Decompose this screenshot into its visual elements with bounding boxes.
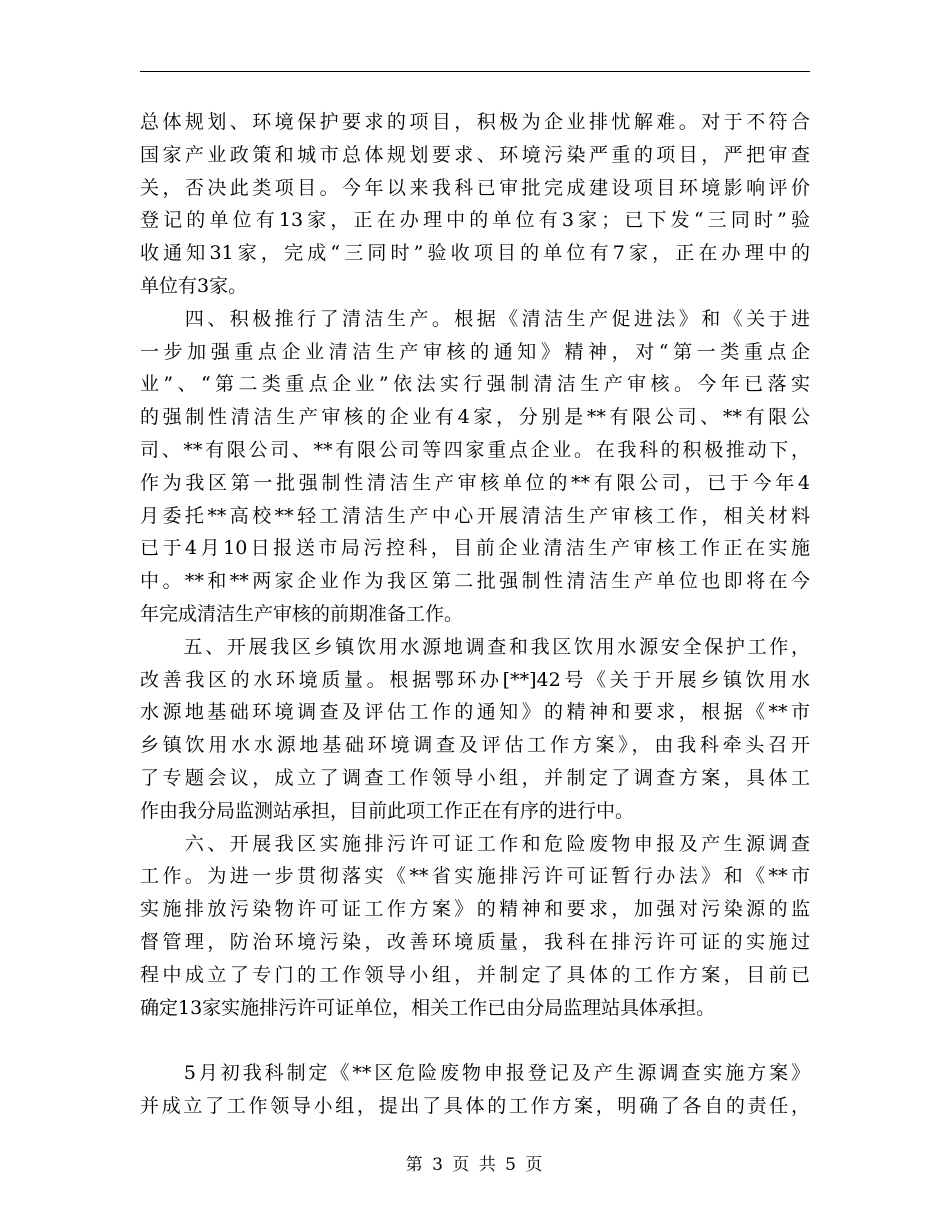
text-line: 中。**和**两家企业作为我区第二批强制性清洁生产单位也即将在今 [140, 570, 810, 593]
text-line: 总体规划、环境保护要求的项目，积极为企业排忧解难。对于不符合 [140, 111, 810, 133]
text-line: 登记的单位有13家，正在办理中的单位有3家；已下发“三同时”验 [140, 209, 810, 232]
text-line: 作为我区第一批强制性清洁生产审核单位的**有限公司，已于今年4 [140, 471, 810, 494]
text-line: 确定13家实施排污许可证单位，相关工作已由分局监理站具体承担。 [140, 996, 716, 1019]
text-line: 工作。为进一步贯彻落实《**省实施排污许可证暂行办法》和《**市 [140, 865, 810, 888]
text-line: 四、积极推行了清洁生产。根据《清洁生产促进法》和《关于进 [140, 307, 810, 330]
text-line: 单位有3家。 [140, 274, 248, 297]
paragraph-section-4 [140, 303, 810, 631]
text-line: 国家产业政策和城市总体规划要求、环境污染严重的项目，严把审查 [140, 143, 810, 166]
text-line: 六、开展我区实施排污许可证工作和危险废物申报及产生源调查 [140, 832, 810, 855]
text-line: 乡镇饮用水水源地基础环境调查及评估工作方案》，由我科牵头召开 [140, 734, 810, 757]
paragraph-section-6 [140, 828, 810, 1025]
paragraph-1 [140, 106, 810, 303]
text-line: 改善我区的水环境质量。根据鄂环办[**]42号《关于开展乡镇饮用水 [140, 668, 810, 691]
text-line: 司、**有限公司、**有限公司等四家重点企业。在我科的积极推动下， [140, 438, 810, 461]
text-line: 年完成清洁生产审核的前期准备工作。 [140, 602, 464, 625]
text-line: 月委托**高校**轻工清洁生产中心开展清洁生产审核工作，相关材料 [140, 504, 810, 527]
document-body [140, 106, 810, 1123]
page-number-footer: 第 3 页 共 5 页 [405, 1155, 545, 1175]
text-line: 程中成立了专门的工作领导小组，并制定了具体的工作方案，目前已 [140, 963, 810, 986]
text-line: 关，否决此类项目。今年以来我科已审批完成建设项目环境影响评价 [140, 176, 810, 199]
paragraph-hazardous-waste [140, 1057, 810, 1123]
text-line: 作由我分局监测站承担，目前此项工作正在有序的进行中。 [140, 799, 635, 822]
text-line: 已于4月10日报送市局污控科，目前企业清洁生产审核工作正在实施 [140, 537, 810, 560]
text-line: 业”、“第二类重点企业”依法实行强制清洁生产审核。今年已落实 [140, 373, 810, 396]
text-line: 督管理，防治环境污染，改善环境质量，我科在排污许可证的实施过 [140, 930, 810, 953]
paragraph-gap [140, 1024, 810, 1057]
text-line: 收通知31家，完成“三同时”验收项目的单位有7家，正在办理中的 [140, 242, 810, 265]
text-line: 水源地基础环境调查及评估工作的通知》的精神和要求，根据《**市 [140, 701, 810, 724]
text-line: 并成立了工作领导小组，提出了具体的工作方案，明确了各自的责任， [140, 1095, 810, 1118]
text-line: 5月初我科制定《**区危险废物申报登记及产生源调查实施方案》 [140, 1062, 810, 1085]
text-line: 实施排放污染物许可证工作方案》的精神和要求，加强对污染源的监 [140, 898, 810, 921]
header-rule [140, 71, 810, 72]
paragraph-section-5 [140, 631, 810, 828]
text-line: 五、开展我区乡镇饮用水源地调查和我区饮用水源安全保护工作， [140, 635, 810, 658]
text-line: 一步加强重点企业清洁生产审核的通知》精神，对“第一类重点企 [140, 340, 810, 363]
text-line: 了专题会议，成立了调查工作领导小组，并制定了调查方案，具体工 [140, 766, 810, 789]
text-line: 的强制性清洁生产审核的企业有4家，分别是**有限公司、**有限公 [140, 406, 810, 429]
